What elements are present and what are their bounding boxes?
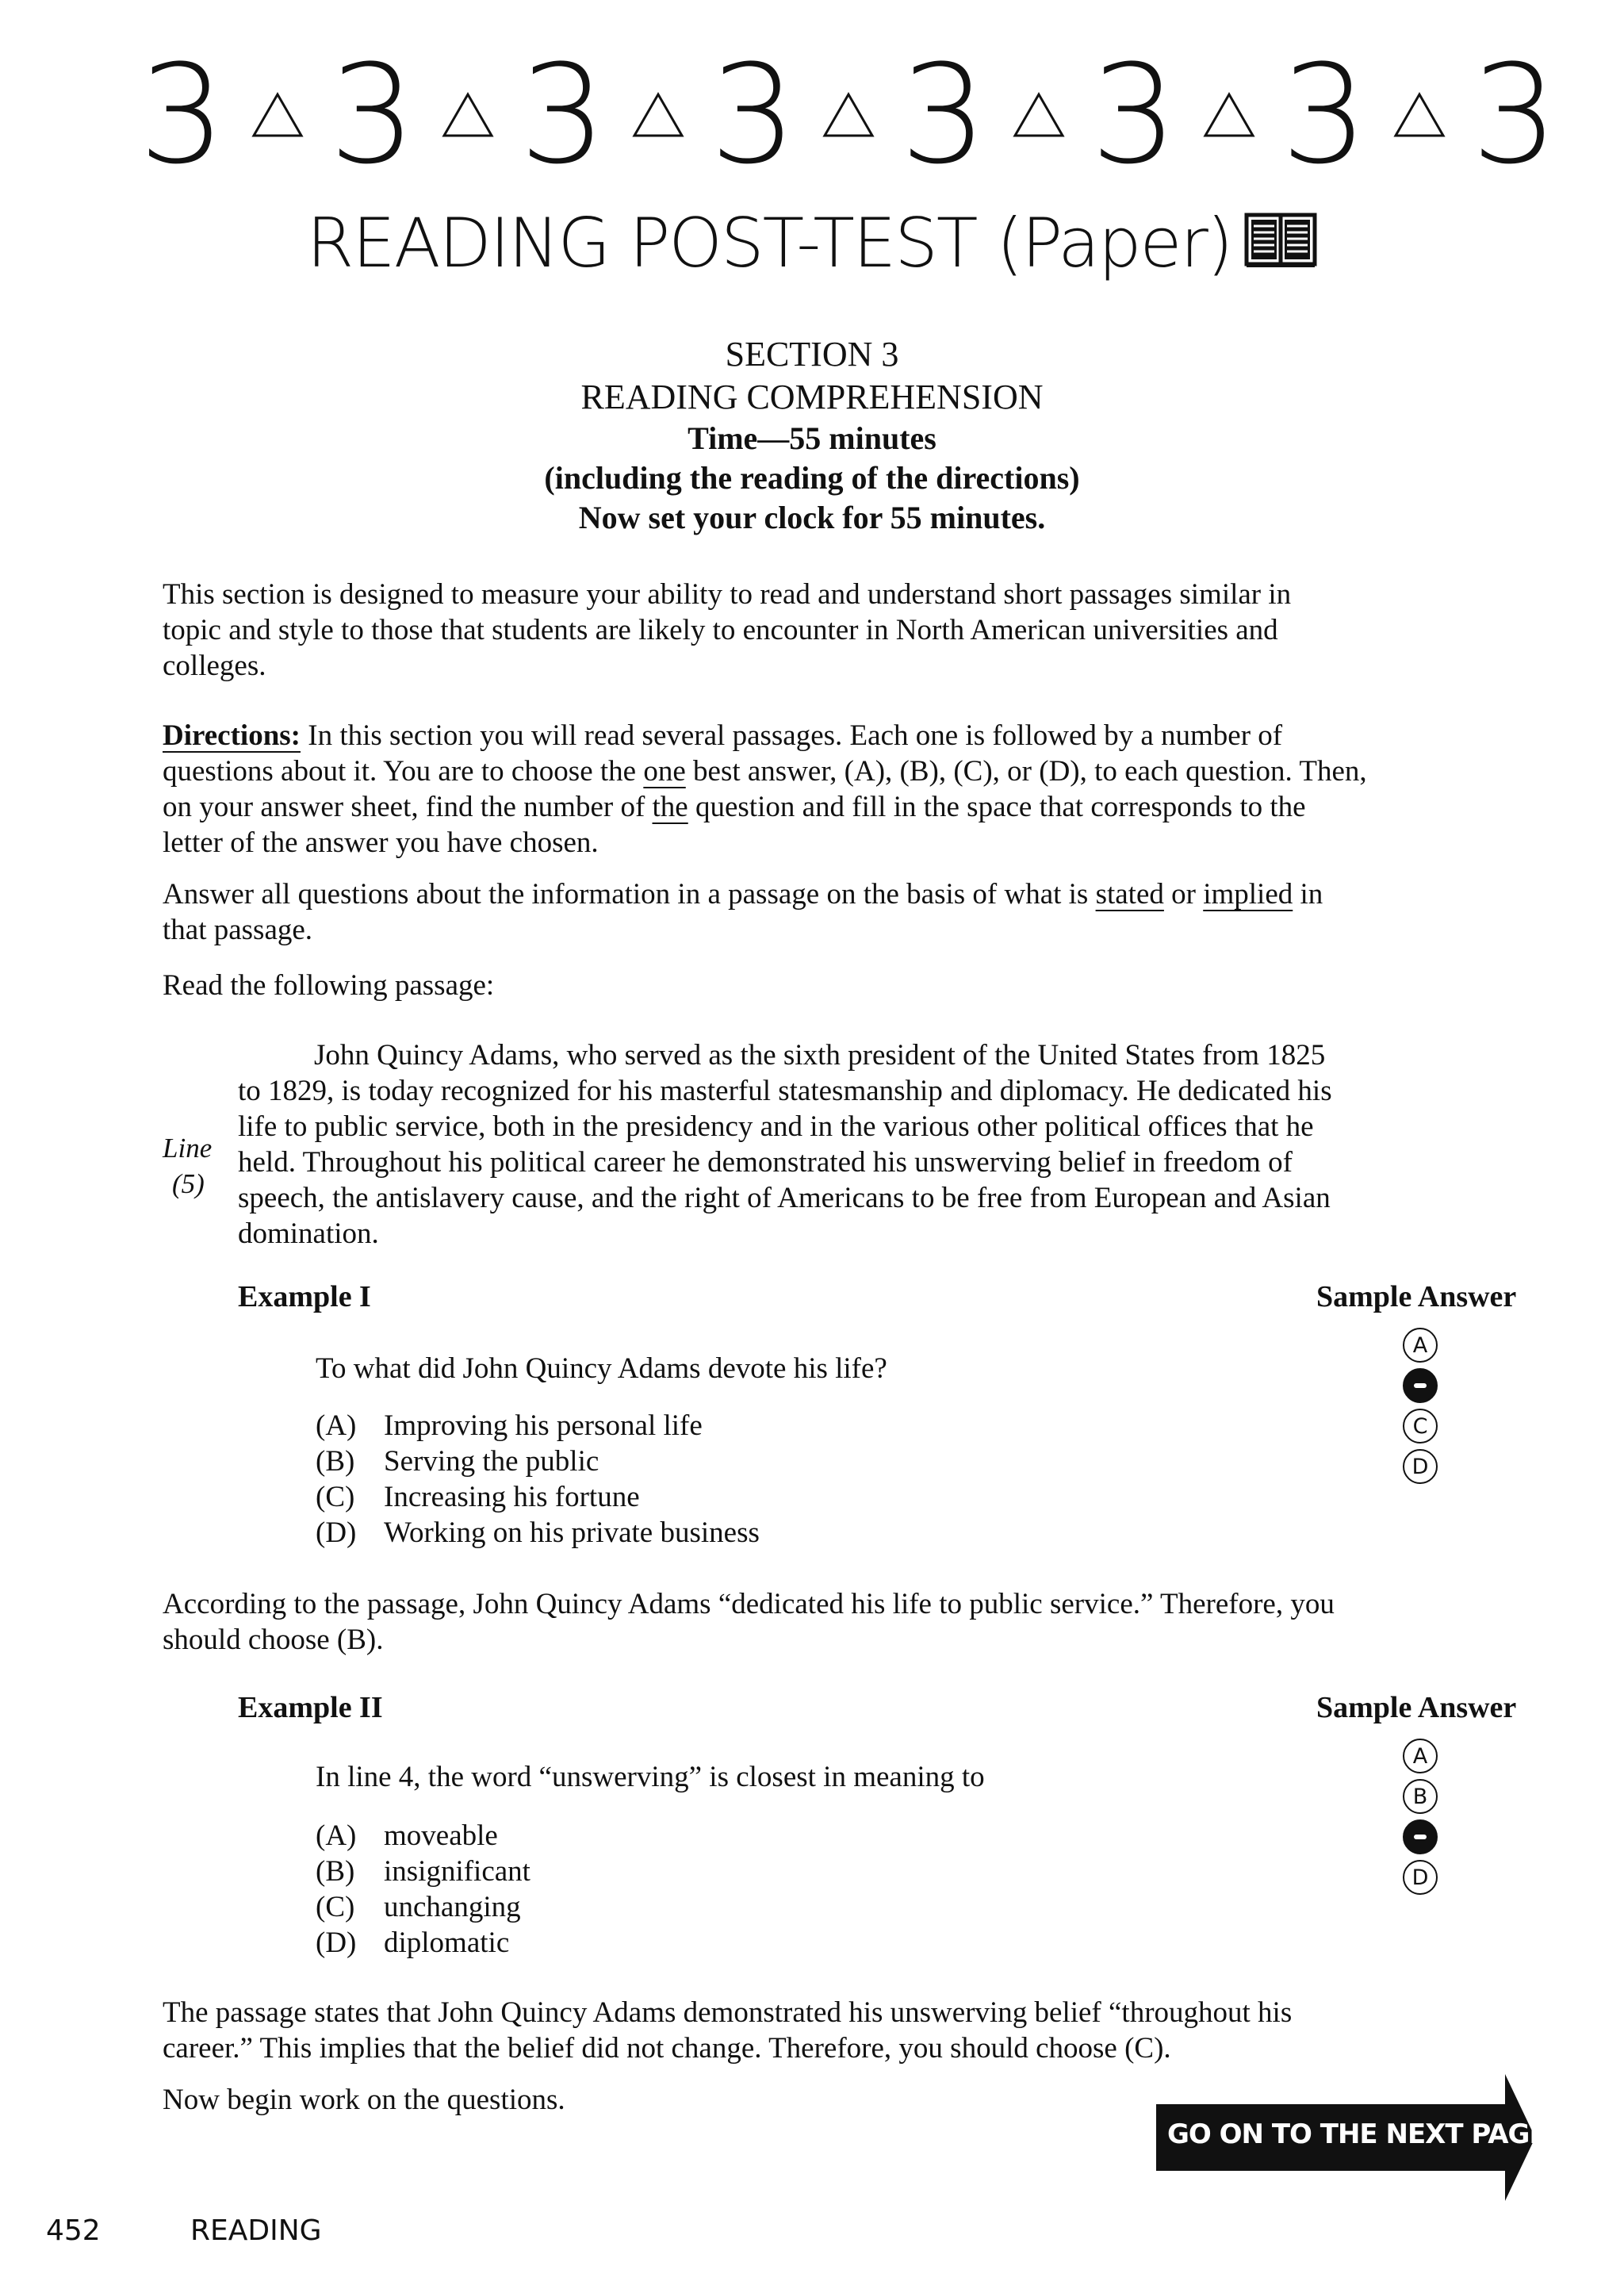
- option-text: Increasing his fortune: [384, 1481, 640, 1513]
- passage-line: life to public service, both in the presidency and in the various other political offices that he: [238, 1110, 1314, 1143]
- option-b: [316, 1854, 530, 1889]
- emphasis-stated: stated: [1095, 878, 1164, 911]
- option-letter: (A): [316, 1819, 357, 1852]
- text-run: questions about it. You are to choose the: [163, 755, 644, 788]
- time-note: (including the reading of the directions): [544, 460, 1080, 496]
- option-letter: (B): [316, 1445, 355, 1478]
- option-letter: (D): [316, 1516, 357, 1549]
- section-digit: 3: [710, 35, 797, 194]
- emphasis-the: the: [652, 791, 688, 823]
- text-line: According to the passage, John Quincy Adams “dedicated his life to public service.” Therefore, you: [163, 1588, 1335, 1620]
- text-line: The passage states that John Quincy Adams demonstrated his unswerving belief “throughout his: [163, 1996, 1293, 2029]
- option-letter: (D): [316, 1927, 357, 1959]
- passage-line: speech, the antislavery cause, and the right of Americans to be free from European and Asian: [238, 1182, 1331, 1214]
- line-marker: [163, 1130, 212, 1202]
- emphasis-implied: implied: [1203, 878, 1293, 911]
- option-a: [316, 1408, 760, 1444]
- answer-bubble-a[interactable]: A: [1403, 1739, 1438, 1773]
- passage-line: held. Throughout his political career he demonstrated his unswerving belief in freedom of: [238, 1146, 1293, 1179]
- text-run: best answer, (A), (B), (C), or (D), to each question. Then,: [685, 755, 1367, 788]
- option-letter: (A): [316, 1409, 357, 1442]
- option-letter: (B): [316, 1855, 355, 1888]
- answer-bubble-b-filled[interactable]: [1403, 1368, 1438, 1403]
- read-following: Read the following passage:: [163, 969, 495, 1002]
- text-line: colleges.: [163, 650, 266, 682]
- example2-question: In line 4, the word “unswerving” is closest in meaning to: [316, 1761, 985, 1793]
- text-line: topic and style to those that students are likely to encounter in North American universities and: [163, 614, 1278, 646]
- text-line: In this section you will read several passages. Each one is followed by a number of: [308, 719, 1283, 752]
- option-letter: (C): [316, 1481, 355, 1513]
- section-digit: 3: [139, 35, 226, 194]
- page-title-text: READING POST-TEST (Paper): [306, 204, 1232, 283]
- option-text: moveable: [384, 1819, 498, 1852]
- text-line: that passage.: [163, 914, 313, 946]
- answer-bubble-a[interactable]: A: [1403, 1328, 1438, 1363]
- section-header: [0, 333, 1624, 538]
- text-line: This section is designed to measure your ability to read and understand short passages similar in: [163, 578, 1292, 611]
- option-text: Working on his private business: [384, 1516, 760, 1549]
- example2-options: [316, 1818, 530, 1961]
- passage-line: domination.: [238, 1217, 379, 1250]
- option-text: insignificant: [384, 1855, 530, 1888]
- begin-instruction: Now begin work on the questions.: [163, 2084, 565, 2116]
- section-number-band: [139, 35, 1558, 194]
- triangle-icon: [822, 91, 875, 139]
- intro-paragraph: [163, 577, 1526, 684]
- clock-instruction: Now set your clock for 55 minutes.: [578, 500, 1046, 535]
- text-line: career.” This implies that the belief did not change. Therefore, you should choose (C).: [163, 2032, 1171, 2065]
- option-c: [316, 1479, 760, 1515]
- option-d: [316, 1925, 530, 1961]
- triangle-icon: [1392, 91, 1446, 139]
- triangle-icon: [631, 91, 685, 139]
- page-number: 452: [46, 2214, 101, 2247]
- text-run: question and fill in the space that corresponds to the: [688, 791, 1306, 823]
- section-digit: 3: [519, 35, 607, 194]
- footer-section-label: READING: [190, 2214, 322, 2247]
- option-b: [316, 1444, 760, 1479]
- triangle-icon: [1202, 91, 1256, 139]
- triangle-icon: [1012, 91, 1066, 139]
- answer-bubble-b[interactable]: B: [1403, 1779, 1438, 1814]
- example1-explanation: [163, 1586, 1526, 1658]
- answer-bubble-c[interactable]: C: [1403, 1409, 1438, 1444]
- directions-paragraph: [163, 718, 1526, 861]
- page-title: [0, 200, 1624, 290]
- reading-passage: [238, 1037, 1507, 1252]
- text-run: Answer all questions about the information in a passage on the basis of what is: [163, 878, 1096, 911]
- option-a: [316, 1818, 530, 1854]
- section-digit: 3: [1281, 35, 1368, 194]
- text-run: on your answer sheet, find the number of: [163, 791, 653, 823]
- text-run: or: [1163, 878, 1204, 911]
- example1-sample-label: Sample Answer: [1316, 1280, 1517, 1313]
- passage-line: to 1829, is today recognized for his masterful statesmanship and diplomacy. He dedicated his: [238, 1075, 1332, 1107]
- section-name: READING COMPREHENSION: [580, 378, 1044, 416]
- example2-answer-bubbles: [1396, 1739, 1444, 1900]
- section-digit: 3: [1090, 35, 1178, 194]
- text-line: should choose (B).: [163, 1624, 384, 1656]
- answer-bubble-d[interactable]: D: [1403, 1449, 1438, 1484]
- option-text: diplomatic: [384, 1927, 510, 1959]
- line-number: (5): [172, 1168, 205, 1199]
- directions-label: Directions:: [163, 719, 301, 752]
- passage-line: John Quincy Adams, who served as the sixth president of the United States from 1825: [314, 1039, 1326, 1072]
- section-number: SECTION 3: [725, 335, 899, 374]
- emphasis-one: one: [643, 755, 686, 788]
- example1-heading: Example I: [238, 1280, 371, 1313]
- time-limit: Time—55 minutes: [688, 420, 936, 456]
- option-text: Improving his personal life: [384, 1409, 703, 1442]
- example2-heading: Example II: [238, 1691, 383, 1724]
- option-letter: (C): [316, 1891, 355, 1923]
- answer-bubble-d[interactable]: D: [1403, 1860, 1438, 1895]
- book-icon: [1244, 203, 1317, 290]
- next-page-arrow[interactable]: [1156, 2074, 1547, 2201]
- line-label: Line: [163, 1133, 213, 1164]
- example2-sample-label: Sample Answer: [1316, 1691, 1517, 1724]
- triangle-icon: [441, 91, 495, 139]
- option-text: unchanging: [384, 1891, 521, 1923]
- section-digit: 3: [900, 35, 987, 194]
- example2-explanation: [163, 1995, 1526, 2066]
- option-d: [316, 1515, 760, 1551]
- text-line: letter of the answer you have chosen.: [163, 826, 599, 859]
- section-digit: 3: [1471, 35, 1558, 194]
- answer-bubble-c-filled[interactable]: [1403, 1819, 1438, 1854]
- next-page-label: GO ON TO THE NEXT PAGE: [1167, 2118, 1547, 2150]
- text-run: in: [1293, 878, 1323, 911]
- option-c: [316, 1889, 530, 1925]
- section-digit: 3: [329, 35, 416, 194]
- triangle-icon: [251, 91, 304, 139]
- example1-answer-bubbles: [1396, 1328, 1444, 1490]
- example1-options: [316, 1408, 760, 1551]
- example1-question: To what did John Quincy Adams devote his life?: [316, 1352, 887, 1385]
- option-text: Serving the public: [384, 1445, 599, 1478]
- answer-all-paragraph: [163, 876, 1526, 948]
